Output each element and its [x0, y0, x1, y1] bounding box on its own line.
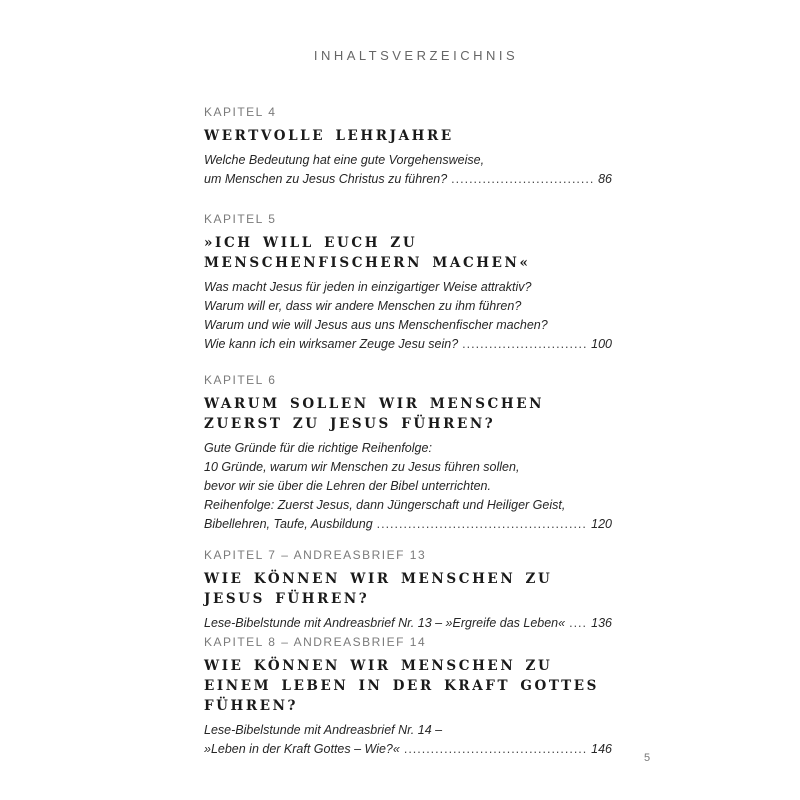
toc-entry-line: [204, 477, 612, 496]
chapter-title: WERTVOLLE LEHRJAHRE: [204, 128, 454, 144]
toc-entry-line[interactable]: [204, 170, 612, 189]
entry-text: Wie kann ich ein wirksamer Zeuge Jesu sein?: [204, 337, 459, 351]
entry-text: Warum will er, dass wir andere Menschen zu ihm führen?: [204, 299, 522, 313]
entry-text: Lese-Bibelstunde mit Andreasbrief Nr. 13 – »Ergreife das Leben«: [204, 616, 566, 630]
entry-text: Bibellehren, Taufe, Ausbildung: [204, 517, 373, 531]
entry-page-number: 120: [591, 517, 612, 531]
entry-page-number: 100: [591, 337, 612, 351]
entry-text: Warum und wie will Jesus aus uns Menschenfischer machen?: [204, 318, 548, 332]
chapter-8: [204, 634, 612, 759]
entry-text: um Menschen zu Jesus Christus zu führen?: [204, 172, 448, 186]
entry-page-number: 146: [591, 742, 612, 756]
dot-leader: [451, 170, 594, 189]
toc-entry-line[interactable]: [204, 515, 612, 534]
entry-text: Was macht Jesus für jeden in einzigartiger Weise attraktiv?: [204, 280, 532, 294]
toc-entry-line: [204, 496, 612, 515]
page-number: 5: [644, 752, 651, 764]
chapter-title: »ICH WILL EUCH ZU MENSCHENFISCHERN MACHEN«: [204, 235, 531, 271]
dot-leader: [377, 515, 588, 534]
chapter-label: KAPITEL 6: [204, 373, 277, 387]
chapter-label: KAPITEL 5: [204, 212, 277, 226]
toc-entry-line[interactable]: [204, 740, 612, 759]
dot-leader: [404, 740, 587, 759]
toc-entry-line: [204, 278, 612, 297]
entry-text: bevor wir sie über die Lehren der Bibel unterrichten.: [204, 479, 491, 493]
chapter-4: [204, 104, 612, 189]
chapter-label: KAPITEL 8 – ANDREASBRIEF 14: [204, 635, 427, 649]
entry-page-number: 136: [591, 616, 612, 630]
dot-leader: [569, 614, 587, 633]
chapter-label: KAPITEL 4: [204, 105, 277, 119]
entry-text: Reihenfolge: Zuerst Jesus, dann Jüngerschaft und Heiliger Geist,: [204, 498, 566, 512]
entry-text: Lese-Bibelstunde mit Andreasbrief Nr. 14 –: [204, 723, 443, 737]
dot-leader: [462, 335, 587, 354]
toc-entry-line: [204, 297, 612, 316]
entry-text: Gute Gründe für die richtige Reihenfolge:: [204, 441, 432, 455]
toc-entry-line: [204, 316, 612, 335]
entry-text: »Leben in der Kraft Gottes – Wie?«: [204, 742, 400, 756]
toc-entry-line[interactable]: [204, 335, 612, 354]
toc-entry-line: [204, 721, 612, 740]
chapter-title: WIE KÖNNEN WIR MENSCHEN ZU EINEM LEBEN IN DER KRAFT GOTTES FÜHREN?: [204, 658, 599, 714]
chapter-6: [204, 372, 612, 534]
entry-text: 10 Gründe, warum wir Menschen zu Jesus führen sollen,: [204, 460, 520, 474]
toc-entry-line: [204, 151, 612, 170]
toc-entry-line: [204, 439, 612, 458]
entry-page-number: 86: [598, 172, 612, 186]
chapter-label: KAPITEL 7 – ANDREASBRIEF 13: [204, 548, 427, 562]
toc-entry-line: [204, 458, 612, 477]
toc-heading: INHALTSVERZEICHNIS: [313, 48, 519, 63]
chapter-title: WIE KÖNNEN WIR MENSCHEN ZU JESUS FÜHREN?: [204, 571, 553, 607]
chapter-5: [204, 211, 612, 354]
chapter-7: [204, 547, 612, 633]
chapter-title: WARUM SOLLEN WIR MENSCHEN ZUERST ZU JESUS FÜHREN?: [204, 396, 545, 432]
entry-text: Welche Bedeutung hat eine gute Vorgehensweise,: [204, 153, 485, 167]
toc-entry-line[interactable]: [204, 614, 612, 633]
